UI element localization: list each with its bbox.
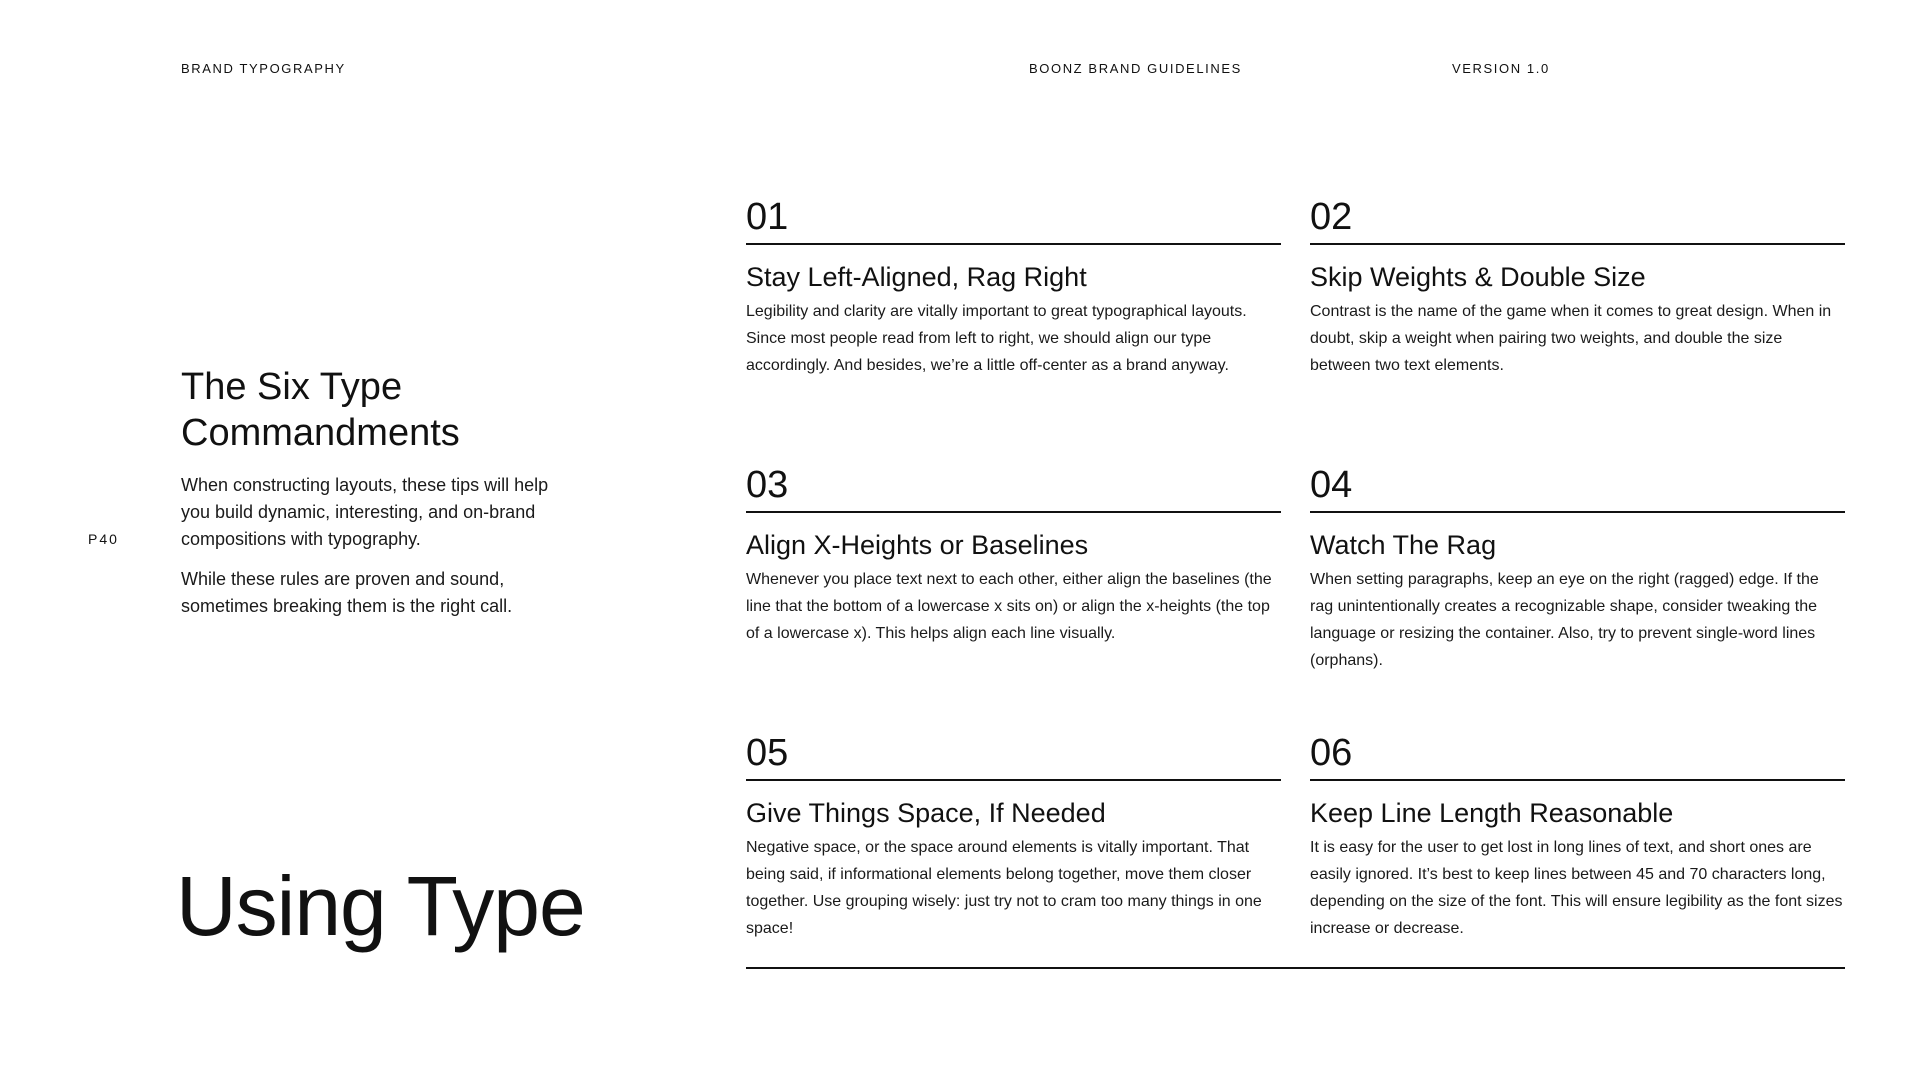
rule-title: Watch The Rag [1310, 530, 1497, 560]
rule-title: Keep Line Length Reasonable [1310, 798, 1674, 828]
rule-number: 05 [746, 732, 789, 774]
rule-item-03 [746, 465, 1281, 715]
header-section-label: BRAND TYPOGRAPHY [181, 61, 346, 76]
bottom-divider [746, 967, 1845, 969]
rule-number: 01 [746, 196, 789, 238]
rule-body: When setting paragraphs, keep an eye on the right (ragged) edge. If the rag unintentionally creates a recognizable shape, consider tweaking the language or resizing the container. Also, try to prevent single-word lines (orphans). [1310, 571, 1819, 669]
rule-body: Negative space, or the space around elements is vitally important. That being said, if informational elements belong together, move them closer together. Use grouping wisely: just try not to cram too many things in one space! [746, 839, 1262, 937]
rule-body: It is easy for the user to get lost in long lines of text, and short ones are easily ignored. It’s best to keep lines between 45 and 70 characters long, depending on the size of the font. This will ensure legibility as the font sizes increase or decrease. [1310, 839, 1843, 937]
rule-title: Give Things Space, If Needed [746, 798, 1106, 828]
rule-body: Contrast is the name of the game when it comes to great design. When in doubt, skip a weight when pairing two weights, and double the size between two text elements. [1310, 303, 1832, 374]
rule-item-05 [746, 733, 1281, 983]
page-number: P40 [88, 531, 119, 547]
rule-divider [746, 243, 1281, 245]
rule-item-01 [746, 197, 1281, 447]
rule-number: 04 [1310, 464, 1353, 506]
rule-title: Skip Weights & Double Size [1310, 262, 1646, 292]
rule-divider [1310, 779, 1845, 781]
rule-body: Whenever you place text next to each other, either align the baselines (the line that the bottom of a lowercase x sits on) or align the x-heights (the top of a lowercase x). This helps align each line visually. [746, 571, 1272, 642]
rule-number: 02 [1310, 196, 1353, 238]
rule-title: Align X-Heights or Baselines [746, 530, 1089, 560]
rule-divider [1310, 511, 1845, 513]
rule-body: Legibility and clarity are vitally important to great typographical layouts. Since most people read from left to right, we should align our type accordingly. And besides, we’re a little off-center as a brand anyway. [746, 303, 1247, 374]
intro-paragraph: While these rules are proven and sound, sometimes breaking them is the right call. [181, 569, 513, 616]
rule-item-06 [1310, 733, 1845, 983]
rule-title: Stay Left-Aligned, Rag Right [746, 262, 1087, 292]
rule-divider [746, 779, 1281, 781]
header-document-title: BOONZ BRAND GUIDELINES [1029, 61, 1242, 76]
header-version: VERSION 1.0 [1452, 61, 1550, 76]
intro-block [181, 364, 581, 633]
section-title: Using Type [176, 859, 585, 953]
intro-paragraph: When constructing layouts, these tips will help you build dynamic, interesting, and on-brand compositions with typography. [181, 475, 549, 549]
rule-divider [746, 511, 1281, 513]
rule-item-04 [1310, 465, 1845, 715]
intro-title: The Six Type Commandments [181, 366, 460, 454]
rule-divider [1310, 243, 1845, 245]
rule-number: 06 [1310, 732, 1353, 774]
rule-item-02 [1310, 197, 1845, 447]
rule-number: 03 [746, 464, 789, 506]
